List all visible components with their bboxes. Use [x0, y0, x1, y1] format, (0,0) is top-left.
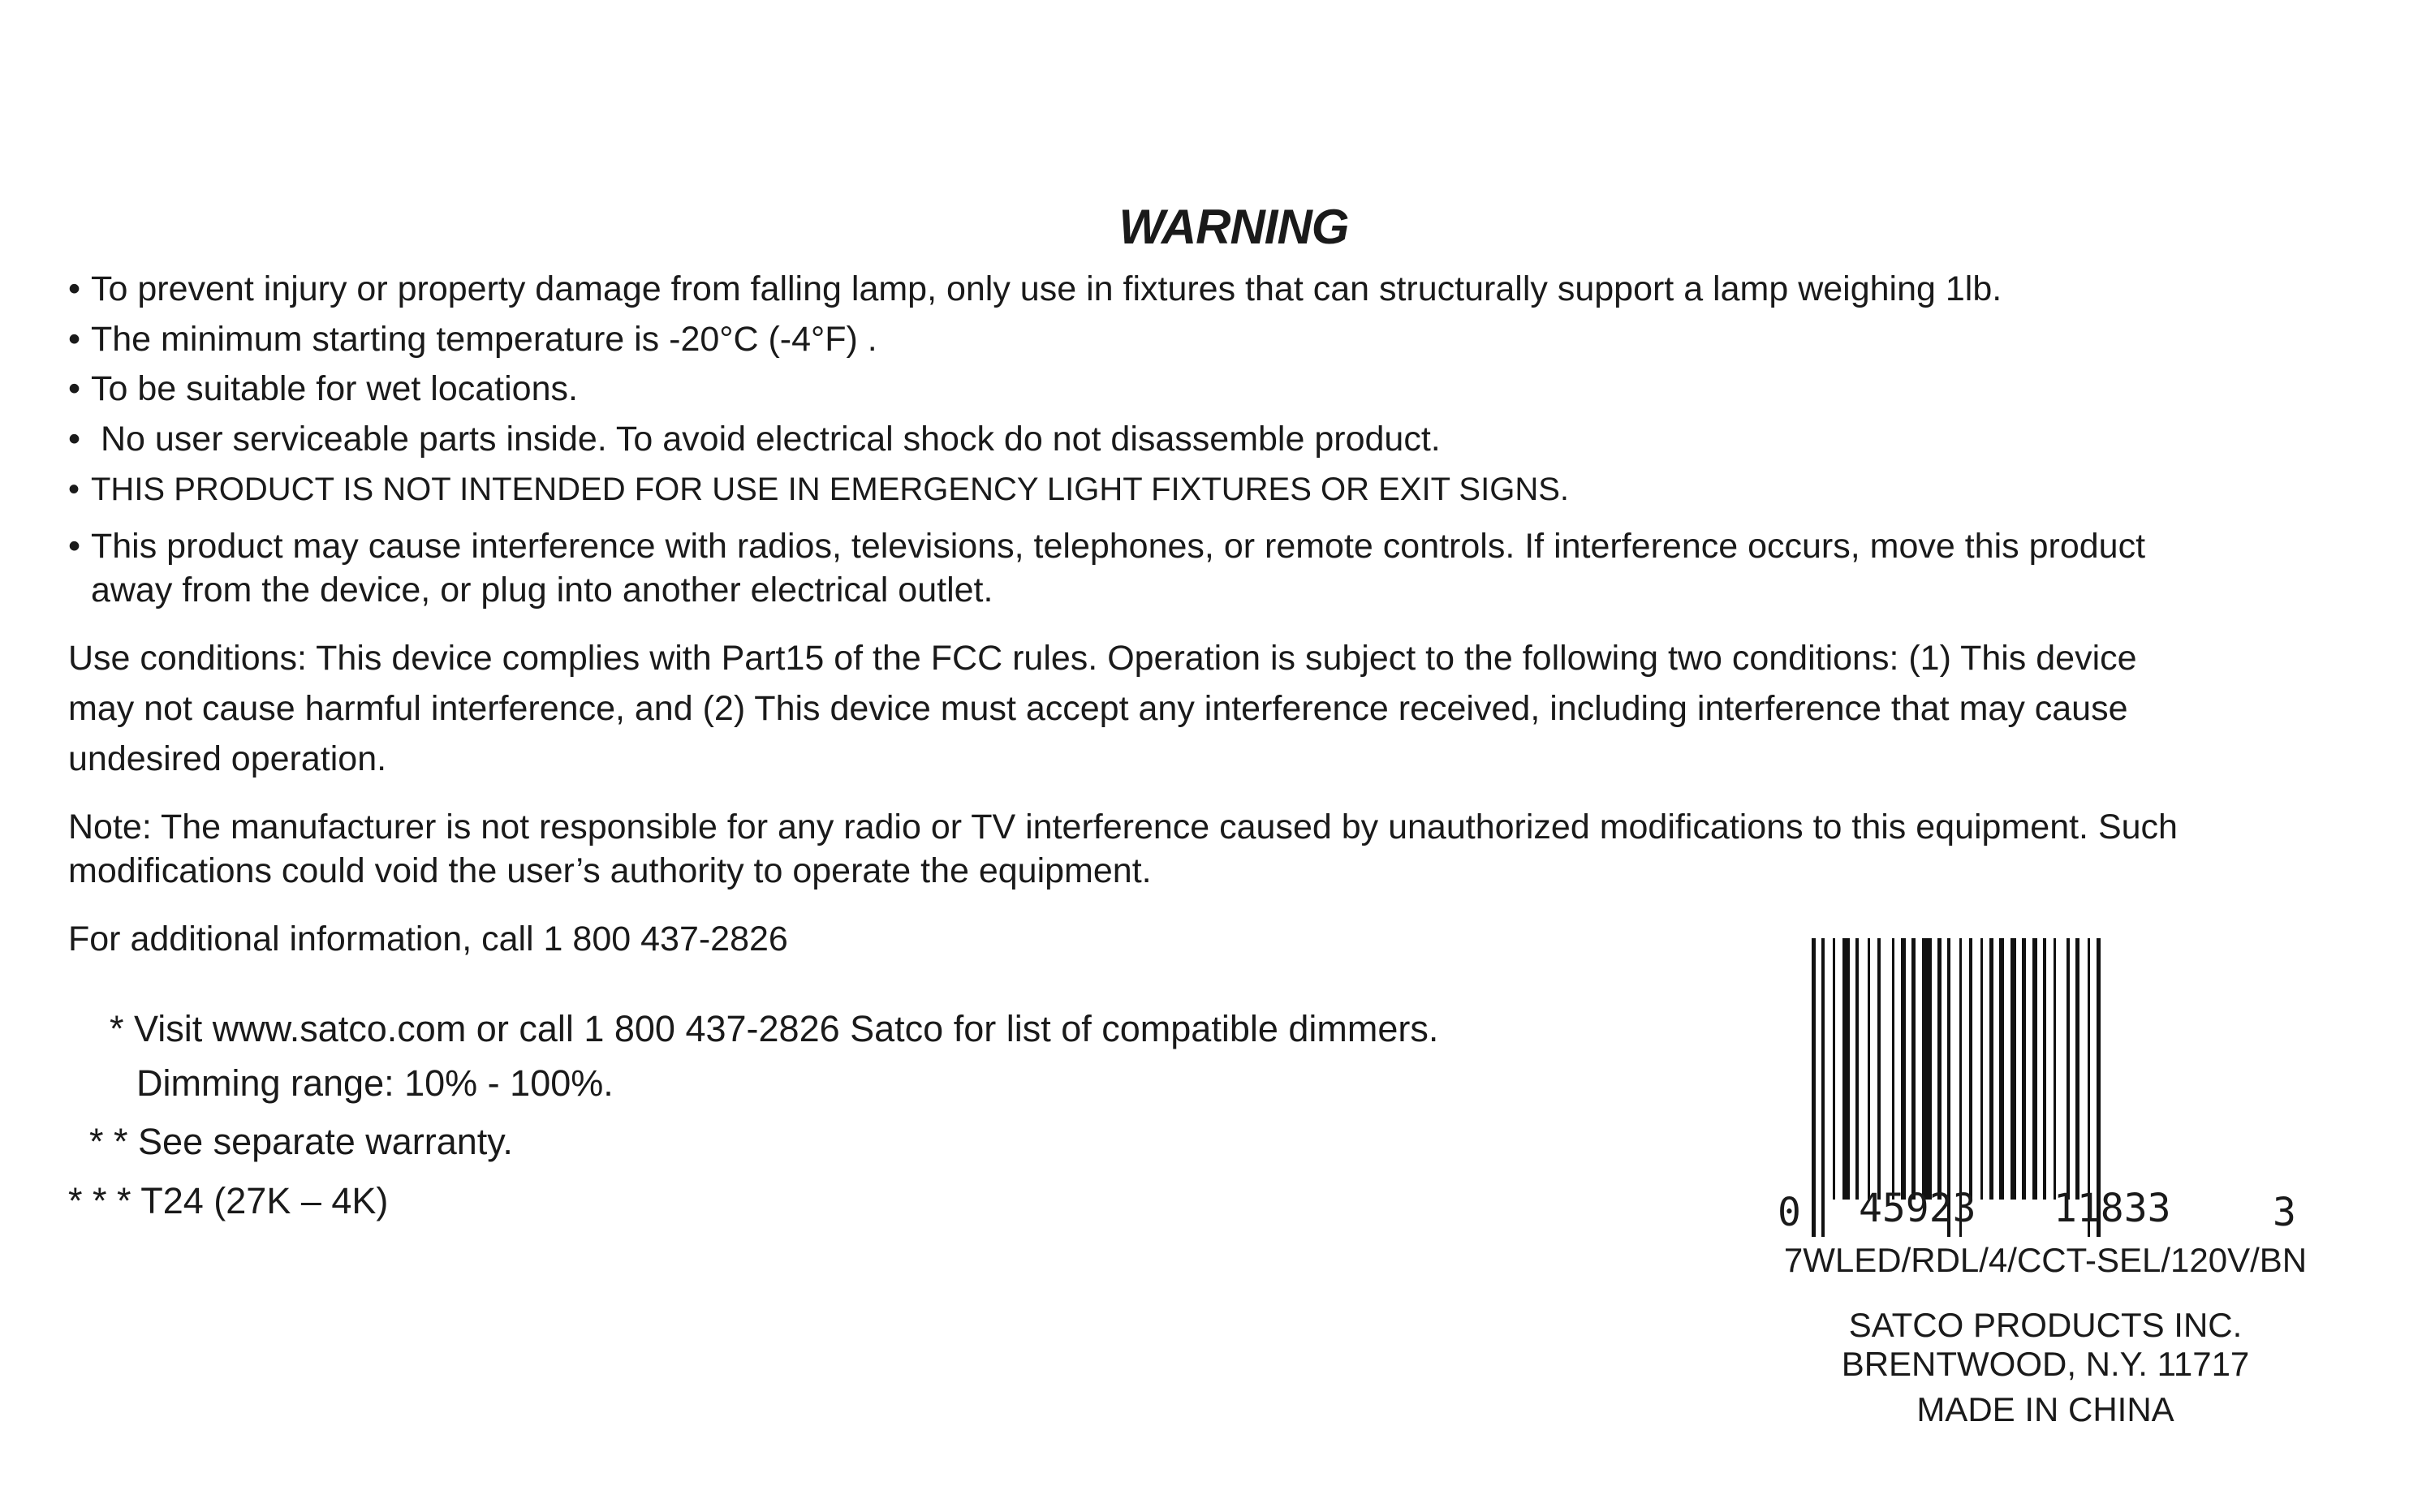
barcode-bar: [1989, 938, 1993, 1200]
bullet-dot: •: [68, 369, 81, 408]
barcode-bar: [2043, 938, 2046, 1200]
barcode-bar: [2010, 938, 2016, 1200]
note-line-1: Note: The manufacturer is not responsible for any radio or TV interference caused by unauthorized modifications to this equipment. Such: [68, 808, 2178, 846]
bullet-dot: •: [68, 269, 81, 308]
footnote-warranty: * * See separate warranty.: [89, 1121, 513, 1162]
barcode-bar: [1821, 938, 1825, 1237]
barcode-bar: [1922, 938, 1932, 1200]
bullet-dot: •: [68, 472, 80, 507]
footnote-t24: * * * T24 (27K – 4K): [68, 1180, 389, 1221]
footnote-dimmers: * Visit www.satco.com or call 1 800 437-2826 Satco for list of compatible dimmers.: [110, 1008, 1439, 1049]
bullet-dot: •: [68, 527, 81, 566]
bullet-interference-continued: away from the device, or plug into another electrical outlet.: [91, 571, 993, 610]
bullet-dot: •: [68, 320, 81, 359]
bullet-wet-locations: • To be suitable for wet locations.: [68, 369, 578, 408]
barcode-bar: [1969, 938, 1972, 1200]
company-name: SATCO PRODUCTS INC.: [1848, 1306, 2243, 1344]
barcode-bar: [1842, 938, 1850, 1200]
use-conditions-line-1: Use conditions: This device complies with Part15 of the FCC rules. Operation is subject to the following two conditions: (1) This device: [68, 639, 2137, 678]
use-conditions-line-3: undesired operation.: [68, 739, 387, 778]
barcode-bar: [1980, 938, 1983, 1200]
barcode-bar: [1892, 938, 1894, 1200]
warning-title: WARNING: [1118, 200, 1349, 254]
barcode-bar: [1999, 938, 2004, 1200]
barcode-left-digits: 45923: [1859, 1186, 1976, 1231]
bullet-falling-lamp: • To prevent injury or property damage from falling lamp, only use in fixtures that can structurally support a lamp weighing 1lb.: [68, 269, 2002, 308]
barcode-bar: [1877, 938, 1881, 1200]
bullet-not-emergency: • THIS PRODUCT IS NOT INTENDED FOR USE IN EMERGENCY LIGHT FIXTURES OR EXIT SIGNS.: [68, 472, 1569, 507]
barcode-bar: [1833, 938, 1835, 1200]
model-number: 7WLED/RDL/4/CCT-SEL/120V/BN: [1783, 1241, 2308, 1279]
bullet-temperature: • The minimum starting temperature is -20°C (-4°F) .: [68, 320, 877, 359]
barcode-bar: [1855, 938, 1859, 1200]
barcode-bar: [1911, 938, 1916, 1200]
note-line-2: modifications could void the user’s authority to operate the equipment.: [68, 851, 1152, 890]
additional-info: For additional information, call 1 800 437-2826: [68, 920, 788, 958]
use-conditions-line-2: may not cause harmful interference, and (2) This device must accept any interference received, including interference that may cause: [68, 689, 2128, 728]
barcode-bar: [1937, 938, 1942, 1200]
barcode-bar: [2054, 938, 2056, 1200]
barcode-check-digit: 3: [2273, 1190, 2296, 1235]
barcode-bar: [2075, 938, 2079, 1200]
barcode-bar: [2032, 938, 2037, 1200]
bullet-no-serviceable-parts: • No user serviceable parts inside. To avoid electrical shock do not disassemble product.: [68, 420, 1441, 459]
bullet-interference: • This product may cause interference with radios, televisions, telephones, or remote controls. If interference occurs, move this product: [68, 527, 2146, 566]
barcode-bar: [1812, 938, 1816, 1237]
country-of-origin: MADE IN CHINA: [1916, 1390, 2174, 1428]
company-address: BRENTWOOD, N.Y. 11717: [1841, 1345, 2250, 1383]
footnote-dimming-range: Dimming range: 10% - 100%.: [136, 1062, 614, 1104]
barcode-lead-digit: 0: [1778, 1190, 1801, 1235]
barcode-bar: [2022, 938, 2026, 1200]
barcode-bar: [1901, 938, 1906, 1200]
barcode-right-digits: 11833: [2054, 1186, 2171, 1231]
bullet-dot: •: [68, 420, 81, 459]
barcode-bar: [1868, 938, 1870, 1200]
barcode-bar: [2067, 938, 2070, 1200]
